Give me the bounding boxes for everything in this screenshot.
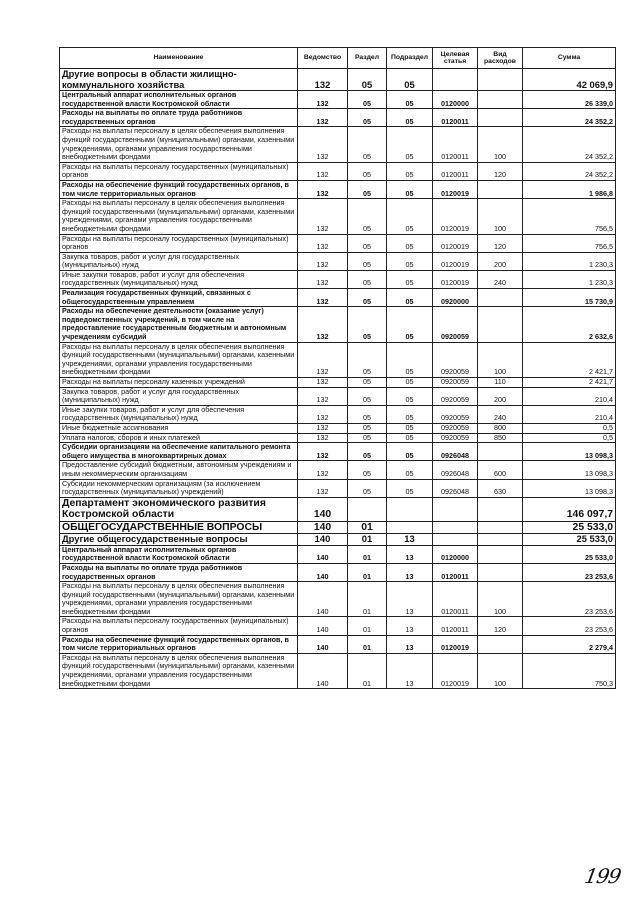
row-name: Расходы на выплаты по оплате труда работников государственных органов	[60, 109, 298, 127]
row-subsection: 05	[387, 109, 433, 127]
row-kind: 800	[478, 423, 523, 433]
row-name: Закупка товаров, работ и услуг для государственных (муниципальных) нужд	[60, 252, 298, 270]
row-dept: 140	[298, 545, 348, 563]
row-subsection: 05	[387, 405, 433, 423]
row-dept: 132	[298, 423, 348, 433]
row-target: 0920059	[433, 387, 478, 405]
table-row	[60, 479, 616, 497]
row-dept: 132	[298, 378, 348, 388]
row-kind: 630	[478, 479, 523, 497]
row-sum: 23 253,6	[523, 563, 616, 581]
row-subsection: 13	[387, 534, 433, 546]
row-name: Иные закупки товаров, работ и услуг для обеспечения государственных (муниципальных) нужд	[60, 405, 298, 423]
table-row	[60, 545, 616, 563]
row-kind: 200	[478, 387, 523, 405]
header-name: Наименование	[60, 48, 298, 69]
row-subsection: 05	[387, 91, 433, 109]
row-subsection	[387, 521, 433, 534]
row-name: ОБЩЕГОСУДАРСТВЕННЫЕ ВОПРОСЫ	[60, 521, 298, 534]
row-target	[433, 521, 478, 534]
row-target: 0120019	[433, 653, 478, 688]
row-dept: 132	[298, 433, 348, 443]
row-dept: 132	[298, 234, 348, 252]
row-section: 01	[348, 653, 387, 688]
row-kind	[478, 307, 523, 342]
row-kind: 100	[478, 199, 523, 234]
row-kind	[478, 635, 523, 653]
row-section: 01	[348, 521, 387, 534]
row-section: 05	[348, 199, 387, 234]
table-row	[60, 563, 616, 581]
budget-table-sheet	[59, 47, 615, 689]
row-dept: 132	[298, 252, 348, 270]
row-kind: 100	[478, 127, 523, 162]
row-sum: 25 533,0	[523, 521, 616, 534]
row-kind	[478, 521, 523, 534]
row-dept: 132	[298, 180, 348, 198]
row-kind: 120	[478, 617, 523, 635]
row-sum: 1 230,3	[523, 252, 616, 270]
header-sum: Сумма	[523, 48, 616, 69]
row-section: 05	[348, 127, 387, 162]
header-dept: Ведомство	[298, 48, 348, 69]
row-sum: 2 421,7	[523, 342, 616, 377]
row-target: 0120000	[433, 545, 478, 563]
row-sum: 0,5	[523, 433, 616, 443]
row-kind: 200	[478, 252, 523, 270]
row-kind	[478, 563, 523, 581]
table-row	[60, 199, 616, 234]
row-sum: 750,3	[523, 653, 616, 688]
row-name: Реализация государственных функций, связанных с общегосударственным управлением	[60, 289, 298, 307]
row-target	[433, 497, 478, 521]
row-section: 05	[348, 443, 387, 461]
row-dept: 132	[298, 479, 348, 497]
header-target: Целевая статья	[433, 48, 478, 69]
row-subsection: 05	[387, 180, 433, 198]
row-section: 05	[348, 180, 387, 198]
row-target: 0926048	[433, 443, 478, 461]
row-dept: 132	[298, 443, 348, 461]
table-row	[60, 109, 616, 127]
row-kind	[478, 91, 523, 109]
table-row	[60, 342, 616, 377]
table-row	[60, 582, 616, 617]
table-row	[60, 270, 616, 288]
row-target: 0120019	[433, 252, 478, 270]
row-name: Расходы на выплаты персоналу в целях обеспечения выполнения функций государственными (муниципальными) органами, казенными учреждениями, органами управления государственными внебюджетными фондами	[60, 127, 298, 162]
row-subsection: 05	[387, 234, 433, 252]
row-sum: 23 253,6	[523, 582, 616, 617]
row-section: 05	[348, 378, 387, 388]
row-section: 05	[348, 479, 387, 497]
row-section: 05	[348, 234, 387, 252]
row-kind	[478, 109, 523, 127]
row-name: Расходы на выплаты персоналу в целях обеспечения выполнения функций государственными (муниципальными) органами, казенными учреждениями, органами управления государственными внебюджетными фондами	[60, 342, 298, 377]
row-dept: 132	[298, 342, 348, 377]
row-kind: 600	[478, 461, 523, 479]
row-name: Иные бюджетные ассигнования	[60, 423, 298, 433]
table-row	[60, 423, 616, 433]
row-sum: 24 352,2	[523, 127, 616, 162]
row-section: 05	[348, 270, 387, 288]
table-row	[60, 69, 616, 91]
row-target: 0920059	[433, 405, 478, 423]
row-name: Предоставление субсидий бюджетным, автономным учреждениям и иным некоммерческим организациям	[60, 461, 298, 479]
row-target: 0920000	[433, 289, 478, 307]
row-dept: 132	[298, 199, 348, 234]
row-name: Центральный аппарат исполнительных органов государственной власти Костромской области	[60, 91, 298, 109]
row-name: Расходы на выплаты персоналу в целях обеспечения выполнения функций государственными (муниципальными) органами, казенными учреждениями, органами управления государственными внебюджетными фондами	[60, 653, 298, 688]
table-row	[60, 617, 616, 635]
row-target	[433, 69, 478, 91]
row-section: 05	[348, 423, 387, 433]
row-name: Другие общегосударственные вопросы	[60, 534, 298, 546]
row-kind: 100	[478, 342, 523, 377]
row-target: 0926048	[433, 479, 478, 497]
row-dept: 140	[298, 563, 348, 581]
row-section: 05	[348, 91, 387, 109]
row-section: 05	[348, 461, 387, 479]
row-subsection: 05	[387, 423, 433, 433]
row-target: 0120019	[433, 635, 478, 653]
row-subsection: 05	[387, 479, 433, 497]
row-dept: 140	[298, 617, 348, 635]
header-kind: Вид расходов	[478, 48, 523, 69]
table-row	[60, 433, 616, 443]
row-dept: 132	[298, 69, 348, 91]
row-name: Закупка товаров, работ и услуг для государственных (муниципальных) нужд	[60, 387, 298, 405]
row-target: 0920059	[433, 342, 478, 377]
row-kind	[478, 180, 523, 198]
row-name: Иные закупки товаров, работ и услуг для обеспечения государственных (муниципальных) нужд	[60, 270, 298, 288]
row-target: 0120011	[433, 162, 478, 180]
table-row	[60, 252, 616, 270]
row-subsection: 05	[387, 289, 433, 307]
row-target: 0120019	[433, 270, 478, 288]
row-name: Другие вопросы в области жилищно-коммунального хозяйства	[60, 69, 298, 91]
row-target: 0120019	[433, 234, 478, 252]
row-dept: 140	[298, 582, 348, 617]
row-sum: 23 253,6	[523, 617, 616, 635]
row-dept: 132	[298, 461, 348, 479]
row-dept: 140	[298, 534, 348, 546]
row-kind: 100	[478, 582, 523, 617]
table-row	[60, 497, 616, 521]
row-subsection: 05	[387, 461, 433, 479]
row-subsection: 05	[387, 387, 433, 405]
row-target: 0120011	[433, 109, 478, 127]
row-dept: 132	[298, 162, 348, 180]
row-subsection: 05	[387, 433, 433, 443]
row-sum: 2 421,7	[523, 378, 616, 388]
row-dept: 132	[298, 387, 348, 405]
table-row	[60, 461, 616, 479]
row-section: 01	[348, 545, 387, 563]
row-sum: 1 230,3	[523, 270, 616, 288]
table-row	[60, 180, 616, 198]
table-row	[60, 307, 616, 342]
row-subsection: 05	[387, 69, 433, 91]
row-name: Центральный аппарат исполнительных органов государственной власти Костромской области	[60, 545, 298, 563]
row-sum: 24 352,2	[523, 109, 616, 127]
row-sum: 13 098,3	[523, 461, 616, 479]
row-kind	[478, 289, 523, 307]
row-kind: 240	[478, 405, 523, 423]
row-dept: 132	[298, 127, 348, 162]
row-name: Субсидии организациям на обеспечение капитального ремонта общего имущества в многоквартирных домах	[60, 443, 298, 461]
row-target: 0120000	[433, 91, 478, 109]
row-dept: 140	[298, 521, 348, 534]
row-kind: 240	[478, 270, 523, 288]
row-section: 05	[348, 307, 387, 342]
row-kind: 120	[478, 234, 523, 252]
row-subsection: 05	[387, 199, 433, 234]
table-row	[60, 127, 616, 162]
page-number: 199	[582, 864, 623, 888]
row-kind	[478, 69, 523, 91]
table-row	[60, 405, 616, 423]
row-name: Расходы на выплаты персоналу государственных (муниципальных) органов	[60, 234, 298, 252]
row-subsection: 05	[387, 127, 433, 162]
row-section: 05	[348, 433, 387, 443]
row-section: 05	[348, 289, 387, 307]
row-sum: 42 069,9	[523, 69, 616, 91]
row-target: 0920059	[433, 378, 478, 388]
row-sum: 13 098,3	[523, 479, 616, 497]
row-name: Расходы на выплаты персоналу государственных (муниципальных) органов	[60, 162, 298, 180]
row-subsection: 13	[387, 635, 433, 653]
row-dept: 140	[298, 497, 348, 521]
row-name: Расходы на выплаты по оплате труда работников государственных органов	[60, 563, 298, 581]
table-row	[60, 653, 616, 688]
row-target: 0120019	[433, 180, 478, 198]
row-sum: 2 632,6	[523, 307, 616, 342]
row-target: 0120011	[433, 127, 478, 162]
row-kind: 100	[478, 653, 523, 688]
row-name: Расходы на выплаты персоналу государственных (муниципальных) органов	[60, 617, 298, 635]
row-kind: 850	[478, 433, 523, 443]
row-subsection: 05	[387, 342, 433, 377]
row-section	[348, 497, 387, 521]
row-section: 01	[348, 582, 387, 617]
table-row	[60, 387, 616, 405]
row-dept: 132	[298, 405, 348, 423]
row-target: 0926048	[433, 461, 478, 479]
row-subsection: 05	[387, 443, 433, 461]
row-section: 01	[348, 563, 387, 581]
row-sum: 1 986,8	[523, 180, 616, 198]
row-sum: 210,4	[523, 387, 616, 405]
row-sum: 146 097,7	[523, 497, 616, 521]
row-dept: 132	[298, 289, 348, 307]
row-section: 01	[348, 534, 387, 546]
row-section: 01	[348, 635, 387, 653]
row-target: 0920059	[433, 423, 478, 433]
row-section: 05	[348, 252, 387, 270]
row-sum: 24 352,2	[523, 162, 616, 180]
row-subsection: 05	[387, 307, 433, 342]
row-dept: 132	[298, 109, 348, 127]
row-sum: 25 533,0	[523, 534, 616, 546]
row-target	[433, 534, 478, 546]
row-name: Расходы на обеспечение деятельности (оказание услуг) подведомственных учреждений, в том числе на предоставление государственным бюджетным и автономным учреждениям субсидий	[60, 307, 298, 342]
row-kind	[478, 443, 523, 461]
row-subsection: 05	[387, 252, 433, 270]
row-name: Расходы на обеспечение функций государственных органов, в том числе территориальных органов	[60, 635, 298, 653]
row-kind	[478, 497, 523, 521]
row-name: Департамент экономического развития Костромской области	[60, 497, 298, 521]
row-section: 05	[348, 405, 387, 423]
row-target: 0120011	[433, 582, 478, 617]
header-subsection: Подраздел	[387, 48, 433, 69]
table-header-row	[60, 48, 616, 69]
row-sum: 15 730,9	[523, 289, 616, 307]
row-subsection: 05	[387, 378, 433, 388]
row-subsection: 13	[387, 545, 433, 563]
row-section: 05	[348, 387, 387, 405]
row-target: 0120019	[433, 199, 478, 234]
row-name: Расходы на обеспечение функций государственных органов, в том числе территориальных органов	[60, 180, 298, 198]
row-name: Субсидии некоммерческим организациям (за исключением государственных (муниципальных) учреждений)	[60, 479, 298, 497]
budget-table	[59, 47, 616, 689]
row-target: 0120011	[433, 617, 478, 635]
row-section: 05	[348, 109, 387, 127]
row-section: 05	[348, 342, 387, 377]
row-dept: 132	[298, 270, 348, 288]
row-sum: 26 339,0	[523, 91, 616, 109]
row-subsection: 05	[387, 162, 433, 180]
row-sum: 210,4	[523, 405, 616, 423]
row-subsection: 13	[387, 563, 433, 581]
table-row	[60, 91, 616, 109]
row-kind: 120	[478, 162, 523, 180]
row-dept: 140	[298, 653, 348, 688]
row-sum: 13 098,3	[523, 443, 616, 461]
table-row	[60, 534, 616, 546]
row-sum: 756,5	[523, 199, 616, 234]
row-dept: 140	[298, 635, 348, 653]
row-target: 0920059	[433, 307, 478, 342]
row-kind	[478, 545, 523, 563]
table-row	[60, 521, 616, 534]
table-row	[60, 378, 616, 388]
table-row	[60, 443, 616, 461]
row-section: 05	[348, 69, 387, 91]
row-section: 01	[348, 617, 387, 635]
row-sum: 2 279,4	[523, 635, 616, 653]
row-name: Расходы на выплаты персоналу в целях обеспечения выполнения функций государственными (муниципальными) органами, казенными учреждениями, органами управления государственными внебюджетными фондами	[60, 582, 298, 617]
row-kind: 110	[478, 378, 523, 388]
table-row	[60, 635, 616, 653]
row-sum: 756,5	[523, 234, 616, 252]
row-subsection: 13	[387, 582, 433, 617]
row-target: 0920059	[433, 433, 478, 443]
table-row	[60, 289, 616, 307]
row-subsection	[387, 497, 433, 521]
row-dept: 132	[298, 307, 348, 342]
row-subsection: 13	[387, 653, 433, 688]
row-name: Расходы на выплаты персоналу в целях обеспечения выполнения функций государственными (муниципальными) органами, казенными учреждениями, органами управления государственными внебюджетными фондами	[60, 199, 298, 234]
row-name: Уплата налогов, сборов и иных платежей	[60, 433, 298, 443]
row-subsection: 05	[387, 270, 433, 288]
table-row	[60, 234, 616, 252]
row-sum: 25 533,0	[523, 545, 616, 563]
row-subsection: 13	[387, 617, 433, 635]
row-target: 0120011	[433, 563, 478, 581]
row-dept: 132	[298, 91, 348, 109]
table-row	[60, 162, 616, 180]
header-section: Раздел	[348, 48, 387, 69]
row-name: Расходы на выплаты персоналу казенных учреждений	[60, 378, 298, 388]
row-section: 05	[348, 162, 387, 180]
table-body	[60, 69, 616, 689]
row-kind	[478, 534, 523, 546]
row-sum: 0,5	[523, 423, 616, 433]
